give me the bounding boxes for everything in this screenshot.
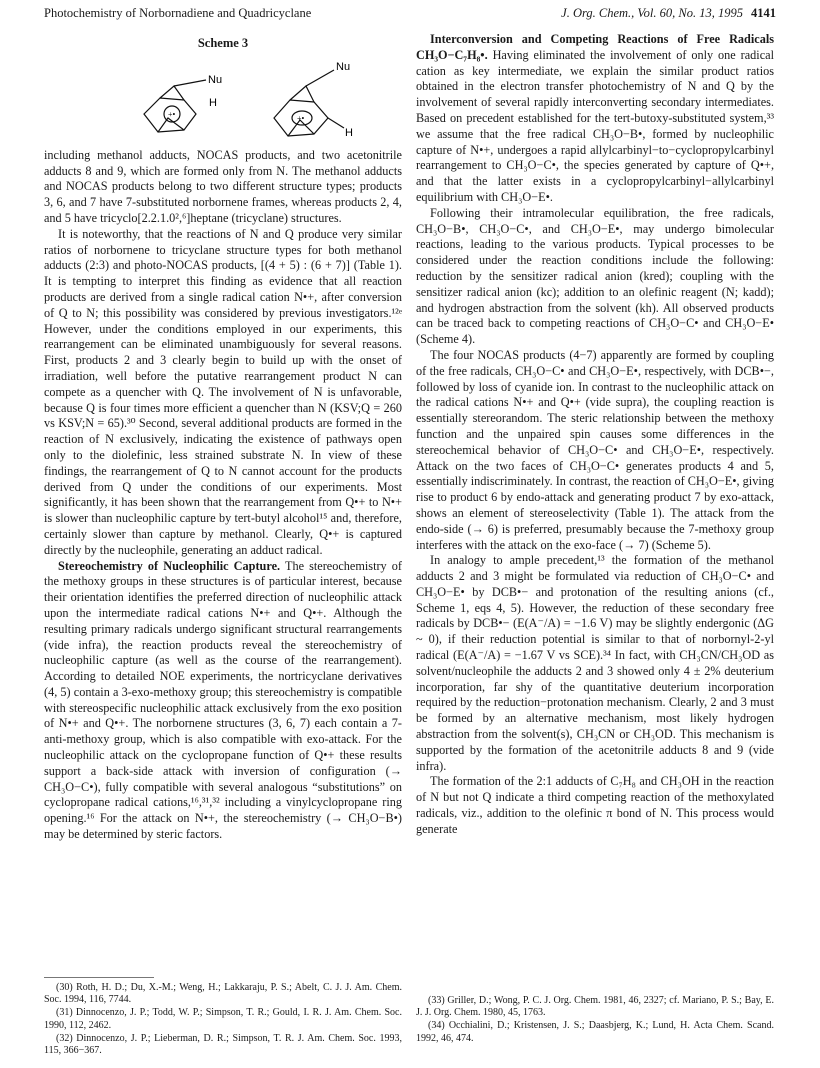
h-label-1: H [209,96,217,109]
paragraph: It is noteworthy, that the reactions of N and Q produce very similar ratios of norbornene to tricyclane structure types for both methanol adducts (2:3) and photo-NOCAS products, [(4 + 5) : (6 + 7)] (Table 1). It is tempting to interpret this finding as evidence that all reaction products are derived from a single radical cation N•+, after conversion of Q to N; this possibility was considered by previous investigators.¹²ᵉ However, under the conditions employed in our experiments, this rearrangement can be eliminated unambiguously for several reasons. First, products 2 and 3 clearly begin to build up with the onset of irradiation, well before the putative rearrangement product N can compete as a quencher with Q. The involvement of N is unfavorable, because Q is four times more efficient a quencher than N (KSV;Q = 260 vs KSV;N = 65).³⁰ Second, several additional products are formed in the reaction of N exclusively, indicating the existence of pathways open only to the diolefinic, less strained substrate N. In view of these findings, the rearrangement of Q to N cannot account for the products derived from Q under the conditions of our experiments. Most significantly, it has been shown that the rearrangement from Q•+ to N•+ is slower than nucleophilic capture by tert-butyl alcohol¹⁵ and, therefore, certainly slower than capture by methanol. Clearly, Q•+ is captured directly by the nucleophile, generating an adduct radical. [44,226,402,557]
footnote: (33) Griller, D.; Wong, P. C. J. Org. Chem. 1981, 46, 2327; cf. Mariano, P. S.; Bay, E. J. J. Org. Chem. 1980, 45, 1763. [416,995,774,1019]
right-column [416,32,774,838]
scheme-3-figure [44,56,402,148]
section-heading: Interconversion and Competing Reactions of Free Radicals CH₃O−C₇H₈•. [416,32,774,62]
nu-label-2: Nu [336,60,351,73]
h-label-2: H [345,126,353,139]
paragraph: The four NOCAS products (4−7) apparently are formed by coupling of the free radicals, CH₃O−C• and CH₃O−E•, respectively, with DCB•−, followed by loss of cyanide ion. In contrast to the nucleophilic attack on the radical cations N•+ and Q•+ (vide supra), the coupling reaction is essentially stereorandom. The steric relationship between the methoxy function and the unpaired spin causes some differences in the stereochemical behavior of CH₃O−C• and CH₃O−E•, respectively. Attack on the two faces of CH₃O−C• generates products 4 and 5, essentially indiscriminately. In contrast, the reaction of CH₃O−E•, giving rise to product 6 by endo-attack and generating product 7 by exo-attack, shows an element of stereoselectivity (Table 1). The attack from the endo-side (→ 6) is preferred, presumably because the 7-methoxy group interferes with the attack on the exo-face (→ 7) (Scheme 5). [416,347,774,552]
paragraph: Following their intramolecular equilibration, the free radicals, CH₃O−B•, CH₃O−C•, and CH₃O−E•, may undergo bimolecular reactions, leading to the various products. Typical processes to be considered under the reaction conditions include the following: reduction by the sensitizer radical anion (kred); coupling with the sensitizer radical anion (kc); addition to an olefinic reagent (N; kadd); and hydrogen abstraction from the solvent (kh). All observed products can be traced back to competing reactions of CH₃O−C• and CH₃O−E• (Scheme 4). [416,205,774,347]
paragraph: In analogy to ample precedent,¹³ the formation of the methanol adducts 2 and 3 might be formulated via reduction of CH₃O−C• and CH₃O−E• by DCB•− and protonation of the resulting anions (cf., Scheme 1, eqs 4, 5). However, the reduction of these secondary free radicals by DCB•− (E(A⁻/A) = −1.6 V) may be slightly endergonic (ΔG ~ 0), if their reduction potential is similar to that of norbornyl-2-yl radical (E(A⁻/A) = −1.67 V vs SCE).³⁴ In fact, with CH₃CN/CH₃OD as solvent/nucleophile the adducts 2 and 3 showed only 4 ± 2% deuterium incorporation, far shy of the quantitative deuterium incorporation required by the reduction−protonation mechanism. Clearly, 2 and 3 must be formed by an alternative mechanism, most likely hydrogen abstraction from the solvent(s), CH₃CN or CH₃OD. This mechanism is supported by the formation of the acetonitrile adducts 8 and 9 (vide infra). [416,553,774,773]
running-header [44,6,776,26]
paragraph-body: Having eliminated the involvement of only one radical cation as key intermediate, we explain the similar product ratios obtained in the electron transfer photochemistry of N and Q by the involvement of several rapidly interconverting secondary intermediates. Based on precedent established for the tert-butoxy-substituted system,³³ we assume that the free radical CH₃O−B•, formed by nucleophilic capture of N•+, undergoes a rapid allylcarbinyl−to−cyclopropylcarbinyl rearrangement to CH₃O−C•, the species generated by capture of Q•+, and that the latter exists in a cyclopropylcarbinyl−allylcarbinyl equilibrium with CH₃O−E•. [416,47,774,204]
radical-cation-mark: +• [168,109,176,119]
paragraph [416,32,774,206]
scheme-title: Scheme 3 [197,36,249,50]
footnotes-right [416,995,774,1046]
scheme-3-structures [44,56,402,148]
section-heading: Stereochemistry of Nucleophilic Capture. [58,558,281,573]
paragraph [44,559,402,843]
footnote-rule [44,977,154,978]
left-column [44,32,402,843]
paragraph-body: The stereochemistry of the methoxy groups in these structures is of particular interest, because their orientation identifies the preferred direction of nucleophilic attack upon the intermediate radical cations N•+ and Q•+. Although the resulting primary radicals undergo significant structural rearrangements (vide infra), the reaction products reveal the stereochemistry of nucleophilic capture (as well as the course of the rearrangement). According to detailed NOE experiments, the nortricyclane derivatives (4, 5) contain a 3-exo-methoxy group; this stereochemistry is compatible with stereospecific nucleophilic attack exclusively from the exo position of N•+ and Q•+. The norbornene structures (3, 6, 7) each contain a 7-anti-methoxy group, which is also compatible with exo-attack. For the nucleophilic attack on the cyclopropane function of Q•+ these results support a back-side attack with inversion of configuration (→ CH₃O−C•), fully compatible with several analogous “substitutions” on cyclopropane radical cations,¹⁶,³¹,³² including a vinylcyclopropane ring opening.¹⁶ For the attack on N•+, the stereochemistry (→ CH₃O−B•) may be determined by steric factors. [44,558,402,842]
journal-citation [561,6,776,21]
footnote: (34) Occhialini, D.; Kristensen, J. S.; Daasbjerg, K.; Lund, H. Acta Chem. Scand. 1992, 46, 474. [416,1020,774,1044]
quadricyclane-cation-structure [274,70,344,136]
nu-label-1: Nu [208,73,223,86]
footnote: (31) Dinnocenzo, J. P.; Todd, W. P.; Simpson, T. R.; Gould, I. R. J. Am. Chem. Soc. 1990, 112, 2462. [44,1007,402,1031]
page-number: 4141 [751,6,776,20]
radical-cation-mark-2: +• [297,113,305,123]
footnotes-left [44,977,402,1058]
paragraph: The formation of the 2:1 adducts of C₇H₈ and CH₃OH in the reaction of N but not Q indicate a third competing reaction of the methoxylated radicals, viz., addition to the olefinic π bond of N. This process would generate [416,774,774,836]
footnote: (30) Roth, H. D.; Du, X.-M.; Weng, H.; Lakkaraju, P. S.; Abelt, C. J. J. Am. Chem. Soc. 1994, 116, 7744. [44,982,402,1006]
norbornadiene-cation-structure [144,80,206,132]
journal-name: J. Org. Chem., Vol. 60, No. 13, 1995 [561,6,743,20]
running-title: Photochemistry of Norbornadiene and Quadricyclane [44,6,312,20]
paragraph: including methanol adducts, NOCAS products, and two acetonitrile adducts 8 and 9, which are formed only from N. The methanol adducts and NOCAS products belong to two different structure types; products 3, 6, and 7 have 7-substituted norbornene frames, whereas products 2, 4, and 5 have tricyclo[2.2.1.0²,⁶]heptane (tricyclane) structures. [44,147,402,225]
footnote: (32) Dinnocenzo, J. P.; Lieberman, D. R.; Simpson, T. R. J. Am. Chem. Soc. 1993, 115, 366−367. [44,1032,402,1057]
